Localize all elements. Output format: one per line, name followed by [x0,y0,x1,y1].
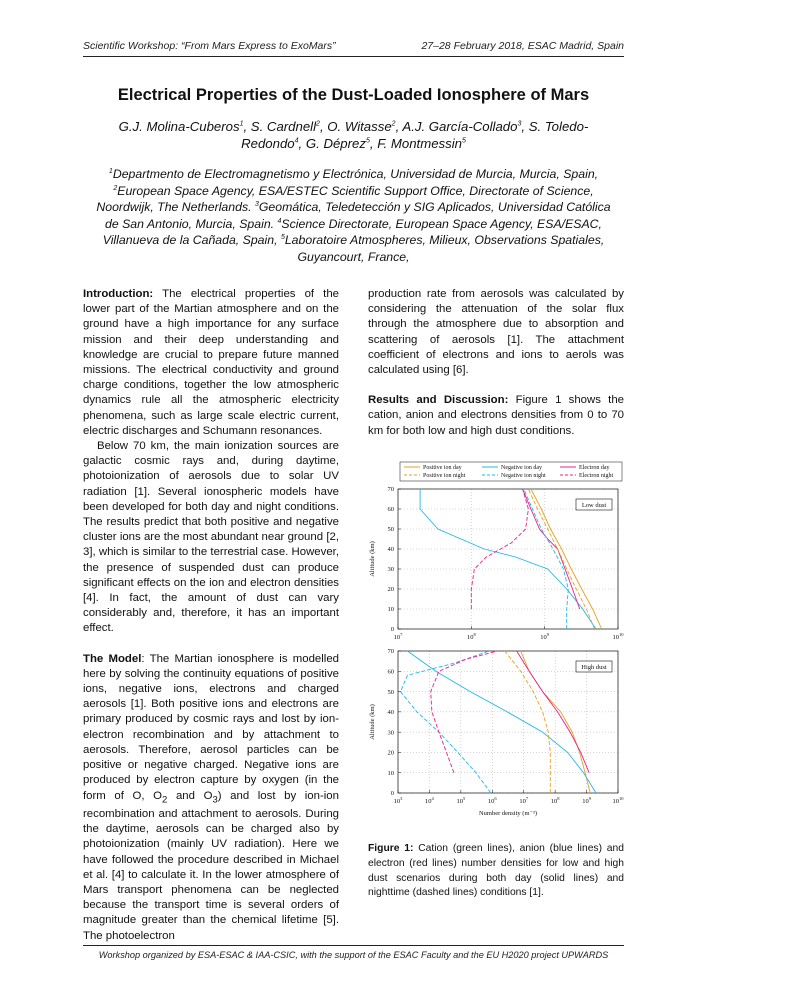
author-name: G. Déprez [305,136,366,151]
series-line [420,489,596,629]
affiliation-mark: 3 [254,200,259,208]
model-sub-2: 3 [212,793,218,805]
caption-label: Figure 1: [368,843,414,854]
y-tick-label: 20 [387,749,394,757]
affiliation-text: Departmento de Electromagnetismo y Electrónica, Universidad de Murcia, Murcia, Spain, [112,167,599,181]
affiliation-text: Geomática, Teledetección y SIG Aplicados, Universidad Católica de San Antonio, Murcia, Spain. [105,200,611,231]
y-tick-label: 40 [387,546,394,554]
author-affiliation-mark: 5 [461,137,466,145]
x-tick-label: $10^8$ [466,632,476,641]
legend-label: Negative ion night [501,473,546,479]
author-name: G.J. Molina-Cuberos [118,119,240,134]
results-heading: Results and Discussion: [368,394,509,407]
paper-title: Electrical Properties of the Dust-Loaded Ionosphere of Mars [117,86,590,104]
author-name: O. Witasse [327,119,392,134]
y-tick-label: 30 [387,566,394,574]
x-tick-label: $10^6$ [487,796,497,805]
y-tick-label: 50 [387,526,394,534]
y-tick-label: 20 [387,586,394,594]
affiliation-mark: 5 [280,233,285,241]
intro-paragraph-2: Below 70 km, the main ionization sources are galactic cosmic rays and, during daytime, photoionization of aerosols due to solar UV radiation [1]. Several ionospheric models have been developed for both day and night conditions. The results predict that both positive and negative cluster ions are the most abundant near ground [2, 3], which is similar to the terrestrial case. However, the presence of suspended dust can produce significant effects on the ion and electron densities [4]. In fact, the amount of dust can vary considerably and, therefore, it has an important effect. [83,440,339,635]
x-tick-label: $10^9$ [540,632,550,641]
aerosol-paragraph: production rate from aerosols was calculated by considering the attenuation of the solar flux through the atmosphere due to absorption and scattering of aerosols [1]. The attachment coefficient of electrons and ions to aerols was calculated using [6]. [368,288,624,377]
panel-label: High dust [581,664,607,671]
affiliation-text: European Space Agency, ESA/ESTEC Scientific Support Office, Directorate of Science, Noordwijk, The Netherlands. [96,183,594,214]
y-tick-label: 0 [390,790,394,798]
series-line [408,651,597,793]
affiliation-list [88,166,619,265]
y-axis-label: Altitude (km) [369,541,376,577]
x-tick-label: $10^4$ [425,796,434,805]
author-affiliation-mark: 3 [517,120,522,128]
y-tick-label: 60 [387,668,394,676]
x-axis-label: Number density (m⁻³) [478,810,538,817]
x-tick-label: $10^5$ [456,796,466,805]
author-name: F. Montmessin [377,136,462,151]
author-affiliation-mark: 1 [239,120,244,128]
author-affiliation-mark: 2 [316,120,320,128]
intro-heading: Introduction: [83,288,154,300]
legend-label: Electron night [579,473,614,479]
author-name: A.J. García-Collado [402,119,518,134]
y-tick-label: 0 [390,626,394,634]
figure-caption [368,842,624,901]
author-list: G.J. Molina-Cuberos$^1$, S. Cardnell$^2$, O. Witasse$^2$, A.J. García-Collado$^3$, S. Toledo-Redondo$^4$, G. Déprez$^5$, F. Montmessin$^5$ [118,119,589,151]
x-tick-label: $10^{10}$ [612,632,624,641]
legend-label: Positive ion day [423,465,462,471]
model-text-a: : The Martian ionosphere is modelled here by solving the continuity equations of positive ions, negative ions, electrons and charged aerosols [1]. Both positive ions and electrons are primary produced by cosmic rays and lost by ion-electron recombination and by attachment to aerosols. Therefore, aerosol particles can be positive or negative charged. Negative ions are produced by electron capture by oxygen (in the form of O, O [83,652,339,802]
author-name: S. Cardnell [250,119,317,134]
running-header-left: Scientific Workshop: “From Mars Express to ExoMars” [83,40,336,52]
author-affiliation-mark: 4 [294,137,299,145]
intro-text-1: The electrical properties of the lower part of the Martian atmosphere and on the ground have a high importance for any surface mission and their deep understanding and knowledge are crucial to prepare future manned missions. The electrical conductivity and ground charge conditions, together the low atmospheric dynamics rule all the atmospheric electricity phenomena, such as large scale electric current, electric discharges and Schumann resonances. [83,288,339,437]
y-tick-label: 10 [387,769,394,777]
figure-1 [360,456,630,828]
x-tick-label: $10^9$ [582,796,591,805]
left-column [83,287,339,944]
author-affiliation-mark: 2 [391,120,396,128]
model-text-b: and O [167,789,213,802]
model-heading: The Model [83,652,142,665]
results-paragraph [368,393,624,439]
x-tick-label: $10^7$ [519,796,529,805]
x-tick-label: $10^7$ [393,632,403,641]
model-paragraph [83,652,339,944]
y-tick-label: 70 [387,486,394,494]
panel-label: Low dust [581,502,607,509]
author-name: S. Toledo-Redondo [241,119,589,151]
affiliation-mark: 4 [277,217,282,225]
y-tick-label: 10 [387,606,394,614]
author-affiliation-mark: 5 [365,137,370,145]
model-sub-1: 2 [162,793,168,805]
results-text: Figure 1 shows the cation, anion and electrons densities from 0 to 70 km for both low and high dust conditions. [368,394,624,437]
affiliation-mark: 1 [108,167,113,175]
legend-label: Positive ion night [423,473,466,479]
y-tick-label: 60 [387,506,394,514]
x-tick-label: $10^{10}$ [612,796,624,805]
series-line [505,651,551,793]
right-column [368,287,624,439]
header-rule [83,56,624,57]
legend-label: Electron day [579,465,610,471]
legend-label: Negative ion day [501,465,542,471]
footer-rule [83,945,624,946]
y-tick-label: 70 [387,648,394,656]
affiliation-text: Laboratoire Atmospheres, Milieux, Observations Spatiales, Guyancourt, France, [284,233,605,264]
y-tick-label: 30 [387,729,394,737]
x-tick-label: $10^3$ [393,796,403,805]
model-text-c: ) and lost by ion-ion recombination and attachment to aerosols. During the daytime, aerosols can be charged also by photoionization (mainly UV radiation). Here we have followed the procedure described in Michael et al. [4] to calculate it. In the lower atmosphere of Mars transport phenomena can be neglected because the transport time is several orders of magnitude greater than the chemical lifetime [5]. The photoelectron [83,789,339,942]
y-axis-label: Altitude (km) [369,704,376,740]
page-footer: Workshop organized by ESA-ESAC & IAA-CSIC, with the support of the ESAC Faculty and the EU H2020 project UPWARDS [98,950,609,960]
y-tick-label: 50 [387,688,394,696]
running-header-right: 27–28 February 2018, ESAC Madrid, Spain [421,40,624,52]
x-tick-label: $10^8$ [550,796,560,805]
series-line [401,651,491,793]
affiliation-text: Science Directorate, European Space Agency, ESA/ESAC, Villanueva de la Cañada, Spain, [102,216,602,247]
y-tick-label: 40 [387,709,394,717]
affiliation-mark: 2 [113,184,118,192]
caption-text: Cation (green lines), anion (blue lines) and electron (red lines) number densities for low and high dust scenarios during both day (solid lines) and nighttime (dashed lines) conditions [1]. [368,843,624,899]
intro-paragraph-1 [83,287,339,439]
